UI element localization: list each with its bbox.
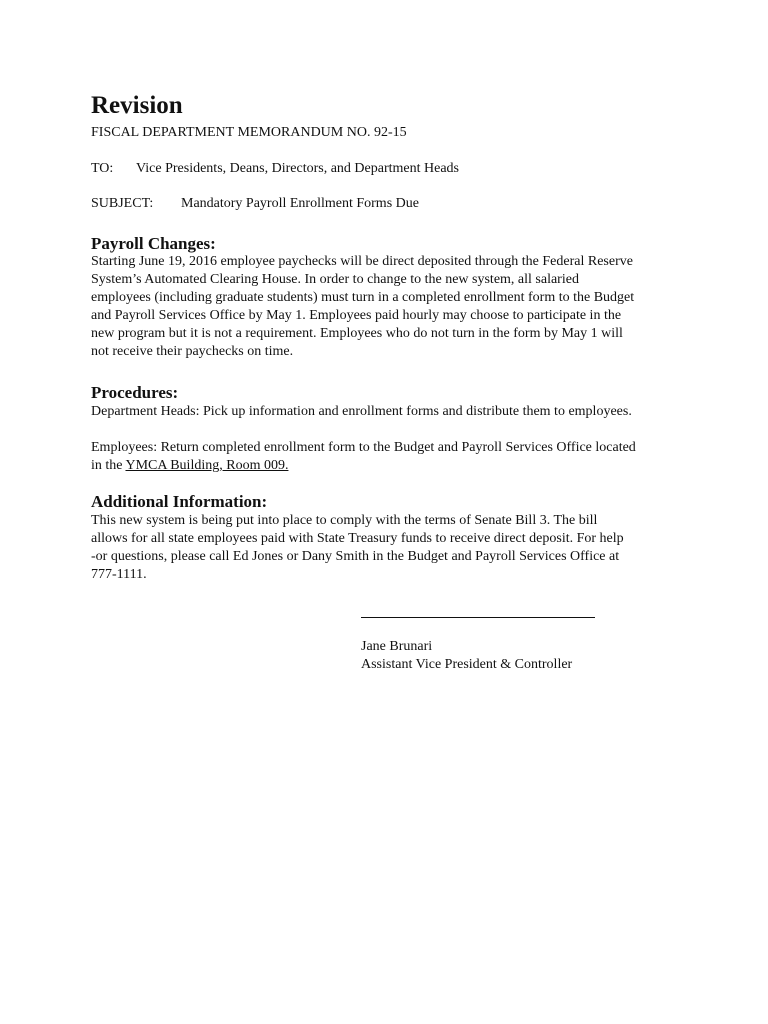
additional-information-body: This new system is being put into place to comply with the terms of Senate Bill 3. The bill allows for all state employees paid with State Treasury funds to receive direct deposit. For help -or questions, please call Ed Jones or Dany Smith in the Budget and Payroll Services Office at 777-1111. (91, 513, 624, 582)
subject-value: Mandatory Payroll Enrollment Forms Due (181, 196, 419, 211)
signatory-title: Assistant Vice President & Controller (361, 657, 573, 672)
payroll-changes-heading: Payroll Changes: (91, 234, 216, 253)
document-title: Revision (91, 92, 183, 119)
subject-field (91, 195, 419, 213)
additional-information-heading: Additional Information: (91, 492, 268, 511)
signature-line (361, 617, 595, 618)
to-field (91, 160, 459, 178)
procedures-employees (91, 439, 691, 475)
to-label: TO: (91, 161, 114, 176)
subject-label: SUBJECT: (91, 196, 154, 211)
to-value: Vice Presidents, Deans, Directors, and Department Heads (136, 161, 459, 176)
procedures-department-heads: Department Heads: Pick up information and enrollment forms and distribute them to employees. (91, 404, 632, 419)
payroll-changes-body: Starting June 19, 2016 employee paychecks will be direct deposited through the Federal Reserve System’s Automated Clearing House. In order to change to the new system, all salaried employees (including graduate students) must turn in a completed enrollment form to the Budget and Payroll Services Office by May 1. Employees paid hourly may choose to participate in the new program but it is not a requirement. Employees who do not turn in the form by May 1 will not receive their paychecks on time. (91, 254, 635, 359)
signatory-name: Jane Brunari (361, 639, 433, 654)
office-location-link[interactable]: YMCA Building, Room 009. (125, 458, 289, 473)
procedures-employees-text: Employees: Return completed enrollment form to the Budget and Payroll Services Office located in the (91, 440, 636, 473)
procedures-heading: Procedures: (91, 383, 179, 402)
memo-number: FISCAL DEPARTMENT MEMORANDUM NO. 92-15 (91, 125, 407, 140)
